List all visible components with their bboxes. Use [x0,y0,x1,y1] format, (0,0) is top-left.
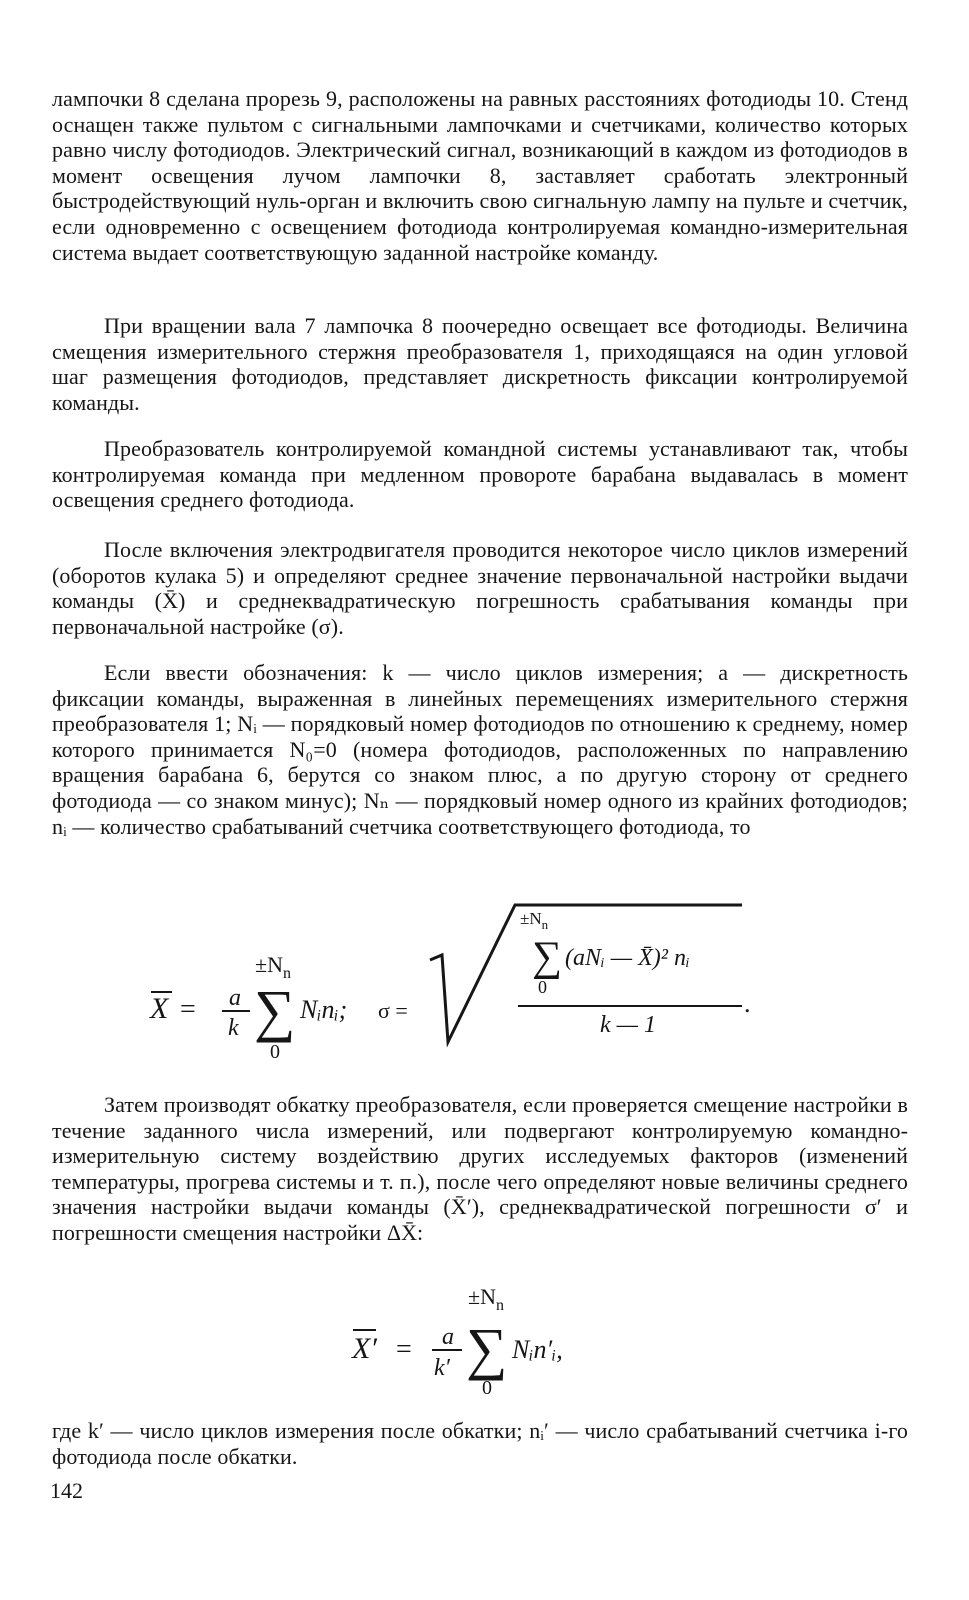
summand-2: Nᵢn′ᵢ, [512,1335,563,1364]
fraction-denominator-2: k′ [434,1355,450,1381]
formula-new-mean [0,1282,969,1402]
equals-sign: = [180,994,196,1025]
fraction-numerator: a [229,985,241,1011]
root-sum-upper-limit: $\pm N_n$ [520,909,549,932]
paragraph-7: где k′ — число циклов измерения после обкатки; nᵢ′ — число срабатываний счетчика i-го фотодиода после обкатки. [52,1418,908,1469]
mean-symbol: X [150,992,169,1025]
paragraph-6: Затем производят обкатку преобразователя, если проверяется смещение настройки в течение заданного числа измерений, или подвергают контролируемую командно-измерительную систему воздействию других исследуемых факторов (изменений температуры, прогрева системы и т. п.), после чего определяют новые величины среднего значения настройки выдачи команды (X̄′), среднеквадратической погрешности σ′ и погрешности смещения настройки ΔX̄: [52,1092,908,1245]
square-root-sign [430,905,742,1042]
sum-sign: ∑ [254,978,296,1043]
sum-upper-limit-2: $\pm N_n$ [468,1284,504,1314]
fraction-numerator-2: a [442,1324,454,1350]
new-mean-symbol: X′ [352,1332,377,1365]
paragraph-5: Если ввести обозначения: k — число циклов измерения; a — дискретность фиксации команды, выраженная в линейных перемещениях измерительного стержня преобразователя 1; Nᵢ — порядковый номер фотодиодов по отношению к среднему, номер которого принимается N₀=0 (номера фотодиодов, расположенных по направлению вращения барабана 6, берутся со знаком плюс, а по другую сторону от среднего фотодиода — со знаком минус); Nₙ — порядковый номер одного из крайних фотодиодов; nᵢ — количество срабатываний счетчика соответствующего фотодиода, то [52,660,908,839]
sum-upper-limit: $\pm N_n$ [255,952,291,982]
root-sum-sign: ∑ [532,934,562,980]
formula-mean-and-sigma [0,900,969,1070]
paragraph-2: При вращении вала 7 лампочка 8 поочередно освещает все фотодиоды. Величина смещения измерительного стержня преобразователя 1, приходящаяся на один угловой шаг размещения фотодиодов, представляет дискретность фиксации контролируемой команды. [52,313,908,415]
summand: Nᵢnᵢ; [300,995,348,1024]
page-number: 142 [50,1478,83,1503]
fraction-denominator: k [228,1015,239,1041]
sum-sign-2: ∑ [466,1316,508,1381]
root-denominator: k — 1 [600,1012,656,1038]
sigma-lhs: σ = [378,998,408,1023]
paragraph-3: Преобразователь контролируемой командной системы устанавливают так, чтобы контролируемая команда при медленном провороте барабана выдавалась в момент освещения среднего фотодиода. [52,436,908,513]
root-sum-lower-limit: 0 [538,977,547,997]
paragraph-1: лампочки 8 сделана прорезь 9, расположены на равных расстояниях фотодиоды 10. Стенд оснащен также пультом с сигнальными лампочками и счетчиками, количество которых равно числу фотодиодов. Электрический сигнал, возникающий в каждом из фотодиодов в момент освещения лучом лампочки 8, заставляет сработать электронный быстродействующий нуль-орган и включить свою сигнальную лампу на пульте и счетчик, если одновременно с освещением фотодиода контролируемая командно-измерительная система выдает соответствующую заданной настройке команду. [52,86,908,265]
sum-lower-limit-2: 0 [482,1377,492,1399]
sum-lower-limit: 0 [270,1041,280,1063]
formula-end-dot: . [744,989,751,1018]
paragraph-4: После включения электродвигателя проводится некоторое число циклов измерений (оборотов кулака 5) и определяют среднее значение первоначальной настройки выдачи команды (X̄) и среднеквадратическую погрешность срабатывания команды при первоначальной настройке (σ). [52,537,908,639]
root-numerator: (aNᵢ — X̄)² nᵢ [565,945,690,971]
equals-sign-2: = [396,1334,412,1365]
